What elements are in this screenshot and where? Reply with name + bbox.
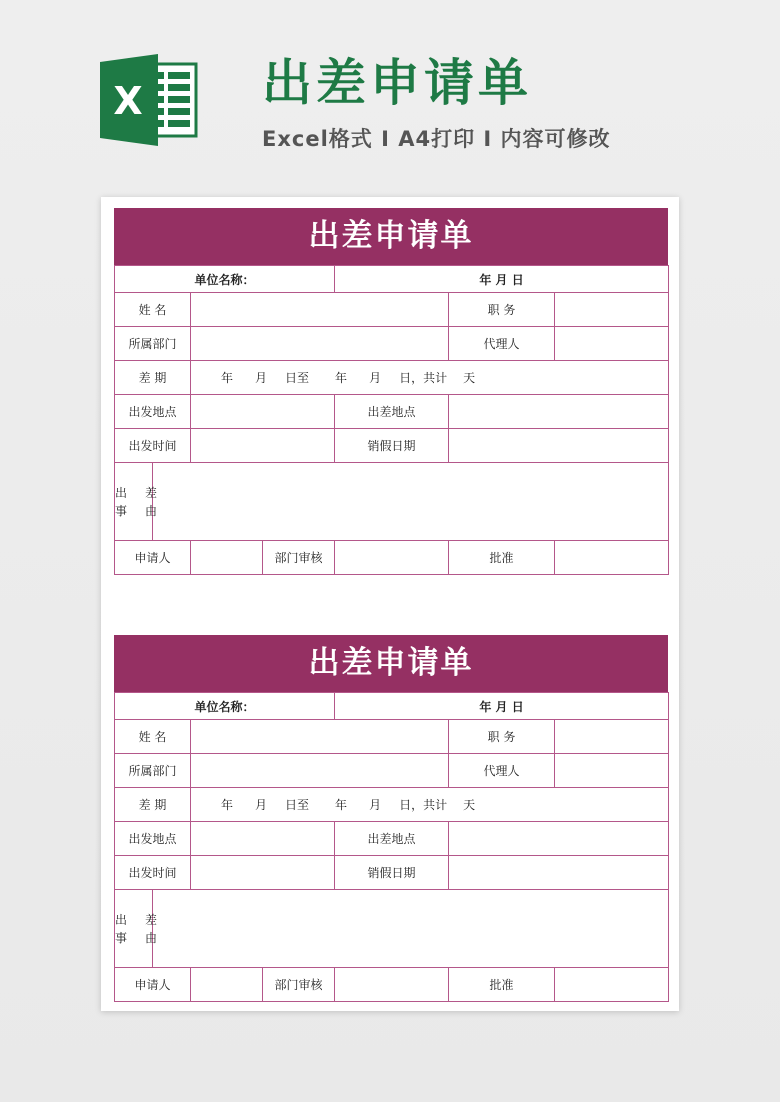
reason-char-2: 差 [145,485,158,500]
form-row-approval [115,541,669,575]
return-date-input-cell[interactable] [449,429,669,463]
form-row-name [115,720,669,754]
form-row-depart-place [115,822,669,856]
period-month-2: 月 [369,371,382,385]
period-year-1: 年 [221,798,234,812]
approve-input-cell[interactable] [555,541,669,575]
period-label: 差 期 [115,361,191,395]
period-days: 天 [463,798,476,812]
approve-input-cell[interactable] [555,968,669,1002]
applicant-input-cell[interactable] [191,541,263,575]
excel-icon [100,54,200,146]
depart-place-input-cell[interactable] [191,822,335,856]
form-row-period [115,361,669,395]
form-row-period [115,788,669,822]
reason-char-4: 由 [145,930,158,945]
dept-label: 所属部门 [115,327,191,361]
reason-input-cell[interactable] [153,890,669,968]
form-table [114,265,669,575]
form-row-depart-time [115,429,669,463]
form-row-approval [115,968,669,1002]
period-input-cell[interactable] [191,788,669,822]
form-row-depart-time [115,856,669,890]
return-date-input-cell[interactable] [449,856,669,890]
period-day-to: 日至 [285,371,310,385]
period-day-to: 日至 [285,798,310,812]
form-row-depart-place [115,395,669,429]
agent-input-cell[interactable] [555,754,669,788]
approve-label: 批准 [449,541,555,575]
travel-form-2 [114,635,668,1002]
name-label: 姓 名 [115,720,191,754]
form-date-label: 年 月 日 [335,693,669,720]
period-year-1: 年 [221,371,234,385]
reason-char-3: 事 [115,503,128,518]
period-month-1: 月 [255,371,268,385]
applicant-input-cell[interactable] [191,968,263,1002]
reason-label [115,890,158,968]
dept-input-cell[interactable] [191,754,449,788]
depart-time-label: 出发时间 [115,429,191,463]
form-row-unit [115,693,669,720]
reason-input-cell[interactable] [153,463,669,541]
travel-form-1 [114,208,668,575]
position-label: 职 务 [449,720,555,754]
agent-label: 代理人 [449,327,555,361]
return-date-label: 销假日期 [335,429,449,463]
depart-place-label: 出发地点 [115,395,191,429]
trip-place-label: 出差地点 [335,822,449,856]
return-date-label: 销假日期 [335,856,449,890]
reason-char-1: 出 [115,912,128,927]
dept-review-input-cell[interactable] [335,541,449,575]
form-row-unit [115,266,669,293]
name-input-cell[interactable] [191,293,449,327]
form-title: 出差申请单 [114,208,668,265]
dept-review-label: 部门审核 [263,541,335,575]
form-row-reason [115,890,669,968]
reason-char-1: 出 [115,485,128,500]
header [0,0,780,190]
reason-char-4: 由 [145,503,158,518]
reason-char-2: 差 [145,912,158,927]
period-day-total: 日，共计 [399,798,448,812]
applicant-label: 申请人 [115,541,191,575]
depart-place-label: 出发地点 [115,822,191,856]
unit-name-label: 单位名称： [115,693,335,720]
agent-input-cell[interactable] [555,327,669,361]
position-label: 职 务 [449,293,555,327]
trip-place-input-cell[interactable] [449,395,669,429]
trip-place-label: 出差地点 [335,395,449,429]
dept-review-label: 部门审核 [263,968,335,1002]
period-year-2: 年 [335,371,348,385]
depart-place-input-cell[interactable] [191,395,335,429]
form-row-reason [115,463,669,541]
depart-time-input-cell[interactable] [191,429,335,463]
period-day-total: 日，共计 [399,371,448,385]
form-date-label: 年 月 日 [335,266,669,293]
page-title: 出差申请单 [262,54,532,112]
unit-name-label: 单位名称： [115,266,335,293]
period-year-2: 年 [335,798,348,812]
paper-sheet [101,197,679,1011]
form-row-name [115,293,669,327]
name-label: 姓 名 [115,293,191,327]
form-row-dept [115,754,669,788]
reason-label [115,463,158,541]
period-month-1: 月 [255,798,268,812]
page-subtitle: Excel格式 I A4打印 I 内容可修改 [262,127,611,151]
period-label: 差 期 [115,788,191,822]
reason-char-3: 事 [115,930,128,945]
trip-place-input-cell[interactable] [449,822,669,856]
dept-label: 所属部门 [115,754,191,788]
position-input-cell[interactable] [555,720,669,754]
applicant-label: 申请人 [115,968,191,1002]
period-days: 天 [463,371,476,385]
position-input-cell[interactable] [555,293,669,327]
form-row-dept [115,327,669,361]
dept-input-cell[interactable] [191,327,449,361]
dept-review-input-cell[interactable] [335,968,449,1002]
depart-time-label: 出发时间 [115,856,191,890]
form-title: 出差申请单 [114,635,668,692]
form-table [114,692,669,1002]
excel-icon-letter: X [113,79,143,123]
depart-time-input-cell[interactable] [191,856,335,890]
period-input-cell[interactable] [191,361,669,395]
name-input-cell[interactable] [191,720,449,754]
approve-label: 批准 [449,968,555,1002]
agent-label: 代理人 [449,754,555,788]
period-month-2: 月 [369,798,382,812]
